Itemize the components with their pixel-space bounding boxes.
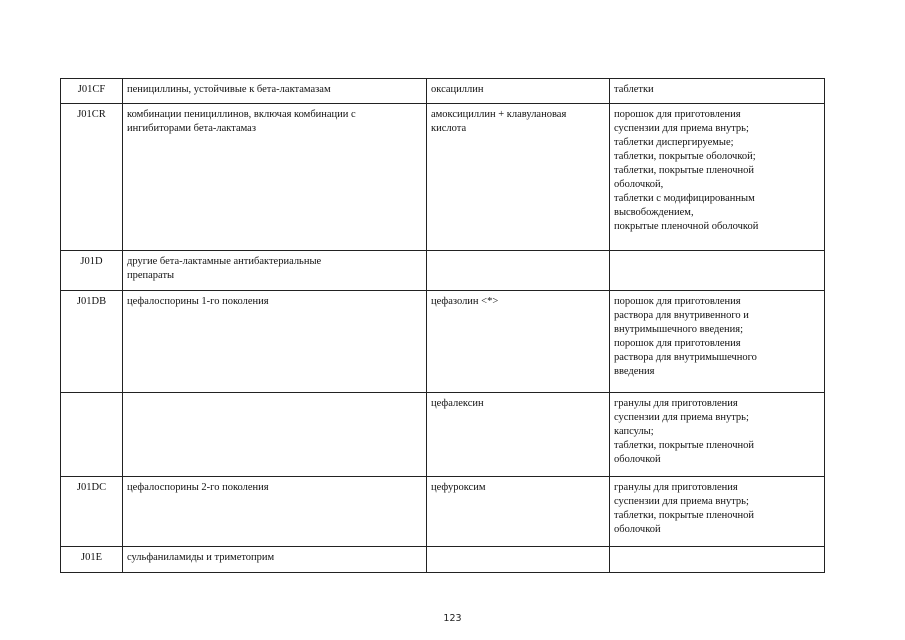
drug-table (60, 78, 825, 573)
drug-group-cell: другие бета-лактамные антибактериальные препараты (123, 251, 427, 291)
dosage-form-cell: порошок для приготовления суспензии для приема внутрь; таблетки диспергируемые; таблетки, покрытые оболочкой; таблетки, покрытые пленочной оболочкой, таблетки с модифицированным высвобождением, покрытые пленочной оболочкой (610, 104, 825, 251)
dosage-form-cell: гранулы для приготовления суспензии для приема внутрь; капсулы; таблетки, покрытые пленочной оболочкой (610, 393, 825, 477)
drug-name-cell: цефалексин (427, 393, 610, 477)
drug-name-cell: цефуроксим (427, 477, 610, 547)
dosage-form-cell: порошок для приготовления раствора для внутривенного и внутримышечного введения; порошок для приготовления раствора для внутримышечного введения (610, 291, 825, 393)
drug-group-cell: комбинации пенициллинов, включая комбинации с ингибиторами бета-лактамаз (123, 104, 427, 251)
atc-code-cell: J01CR (61, 104, 123, 251)
atc-code-cell: J01E (61, 547, 123, 573)
drug-group-cell: цефалоспорины 2-го поколения (123, 477, 427, 547)
dosage-form-cell: таблетки (610, 79, 825, 104)
atc-code-cell (61, 393, 123, 477)
table-row (61, 79, 825, 104)
table-row (61, 104, 825, 251)
atc-code-cell: J01DC (61, 477, 123, 547)
drug-name-cell: оксациллин (427, 79, 610, 104)
drug-group-cell: сульфаниламиды и триметоприм (123, 547, 427, 573)
drug-name-cell (427, 251, 610, 291)
page-number: 123 (443, 613, 462, 624)
dosage-form-cell (610, 547, 825, 573)
drug-name-cell (427, 547, 610, 573)
drug-group-cell (123, 393, 427, 477)
dosage-form-cell: гранулы для приготовления суспензии для приема внутрь; таблетки, покрытые пленочной оболочкой (610, 477, 825, 547)
drug-name-cell: цефазолин <*> (427, 291, 610, 393)
table-row (61, 251, 825, 291)
atc-code-cell: J01D (61, 251, 123, 291)
atc-code-cell: J01DB (61, 291, 123, 393)
dosage-form-cell (610, 251, 825, 291)
drug-group-cell: цефалоспорины 1-го поколения (123, 291, 427, 393)
table-row (61, 477, 825, 547)
drug-group-cell: пенициллины, устойчивые к бета-лактамазам (123, 79, 427, 104)
table-row (61, 291, 825, 393)
atc-code-cell: J01CF (61, 79, 123, 104)
table-row (61, 393, 825, 477)
drug-name-cell: амоксициллин + клавулановая кислота (427, 104, 610, 251)
table-row (61, 547, 825, 573)
